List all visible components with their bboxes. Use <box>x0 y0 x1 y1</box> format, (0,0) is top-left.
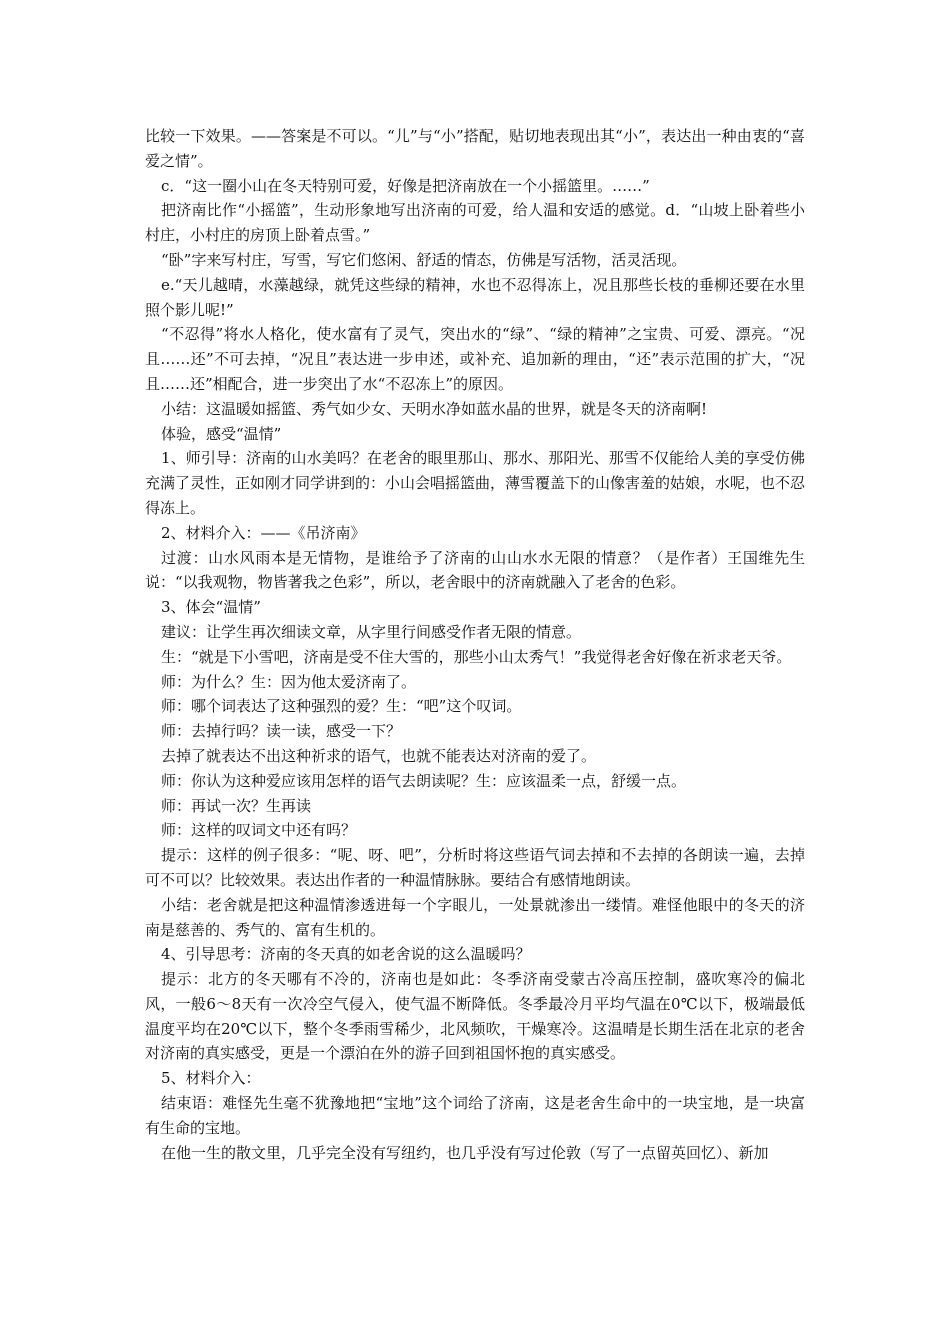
paragraph: 师：为什么？生：因为他太爱济南了。 <box>161 672 417 691</box>
paragraph: 小结：这温暖如摇篮、秀气如少女、天明水净如蓝水晶的世界，就是冬天的济南啊! <box>161 399 708 418</box>
paragraph: 过渡：山水风雨本是无情物，是谁给予了济南的山山水水无限的情意？（是作者）王国维先生说：“以我观物，物皆著我之色彩”，所以，老舍眼中的济南就融入了老舍的色彩。 <box>145 548 805 592</box>
paragraph: “不忍得”将水人格化，使水富有了灵气，突出水的“绿”、“绿的精神”之宝贵、可爱、漂亮。“况且……还”不可去掉，“况且”表达进一步申述，或补充、追加新的理由，“还”表示范围的扩大，“况且……还”相配合，进一步突出了水“不忍冻上”的原因。 <box>145 325 805 393</box>
paragraph: 去掉了就表达不出这种祈求的语气，也就不能表达对济南的爱了。 <box>161 746 597 765</box>
paragraph: 5、材料介入： <box>161 1069 261 1088</box>
paragraph: 师：这样的叹词文中还有吗？ <box>161 821 357 840</box>
paragraph: 小结：老舍就是把这种温情渗透进每一个字眼儿，一处景就渗出一缕情。难怪他眼中的冬天的济南是慈善的、秀气的、富有生机的。 <box>145 895 805 939</box>
paragraph: 建议：让学生再次细读文章，从字里行间感受作者无限的情意。 <box>161 622 582 641</box>
paragraph: 体验，感受“温情” <box>161 424 282 443</box>
paragraph: 4、引导思考：济南的冬天真的如老舍说的这么温暖吗？ <box>161 945 531 964</box>
paragraph: 提示：这样的例子很多：“呢、呀、吧”，分析时将这些语气词去掉和不去掉的各朗读一遍，去掉可不可以？比较效果。表达出作者的一种温情脉脉。要结合有感情地朗读。 <box>145 846 805 889</box>
paragraph: 在他一生的散文里，几乎完全没有写纽约，也几乎没有写过伦敦（写了一点留英回忆）、新加 <box>161 1143 769 1162</box>
paragraph: 提示：北方的冬天哪有不冷的，济南也是如此：冬季济南受蒙古冷高压控制，盛吹寒冷的偏北风，一般6～8天有一次冷空气侵入，使气温不断降低。冬季最冷月平均气温在0℃以下，极端最低温度平均在20℃以下，整个冬季雨雪稀少，北风频吹，干燥寒冷。这温晴是长期生活在北京的老舍对济南的真实感受，更是一个漂泊在外的游子回到祖国怀抱的真实感受。 <box>145 970 805 1063</box>
document-body <box>145 124 805 1165</box>
paragraph: 师：哪个词表达了这种强烈的爱？生：“吧”这个叹词。 <box>161 697 522 716</box>
paragraph: 师：去掉行吗？读一读，感受一下？ <box>161 722 402 741</box>
paragraph: c．“这一圈小山在冬天特别可爱，好像是把济南放在一个小摇篮里。……” <box>161 176 650 195</box>
paragraph: 结束语：难怪先生毫不犹豫地把“宝地”这个词给了济南，这是老舍生命中的一块宝地，是一块富有生命的宝地。 <box>145 1094 805 1137</box>
paragraph: 3、体会“温情” <box>161 598 261 617</box>
paragraph: 2、材料介入：——《吊济南》 <box>161 523 366 542</box>
paragraph: 1、师引导：济南的山水美吗？在老舍的眼里那山、那水、那阳光、那雪不仅能给人美的享受仿佛充满了灵性，正如刚才同学讲到的：小山会唱摇篮曲，薄雪覆盖下的山像害羞的姑娘，水呢，也不忍得冻上。 <box>145 449 806 517</box>
paragraph: 把济南比作“小摇篮”，生动形象地写出济南的可爱，给人温和安适的感觉。d．“山坡上卧着些小村庄，小村庄的房顶上卧着点雪。” <box>145 201 805 245</box>
paragraph: 比较一下效果。——答案是不可以。“儿”与“小”搭配，贴切地表现出其“小”，表达出一种由衷的“喜爱之情”。 <box>145 127 805 170</box>
paragraph: 师：再试一次？生再读 <box>161 796 312 815</box>
paragraph: 师：你认为这种爱应该用怎样的语气去朗读呢？生：应该温柔一点，舒缓一点。 <box>161 771 687 790</box>
paragraph: 生：“就是下小雪吧，济南是受不住大雪的，那些小山太秀气！”我觉得老舍好像在祈求老天爷。 <box>161 647 792 666</box>
paragraph: e.“天儿越晴，水藻越绿，就凭这些绿的精神，水也不忍得冻上，况且那些长枝的垂柳还要在水里照个影儿呢!” <box>145 275 805 319</box>
paragraph: “卧”字来写村庄，写雪，写它们悠闲、舒适的情态，仿佛是写活物，活灵活现。 <box>161 250 687 269</box>
